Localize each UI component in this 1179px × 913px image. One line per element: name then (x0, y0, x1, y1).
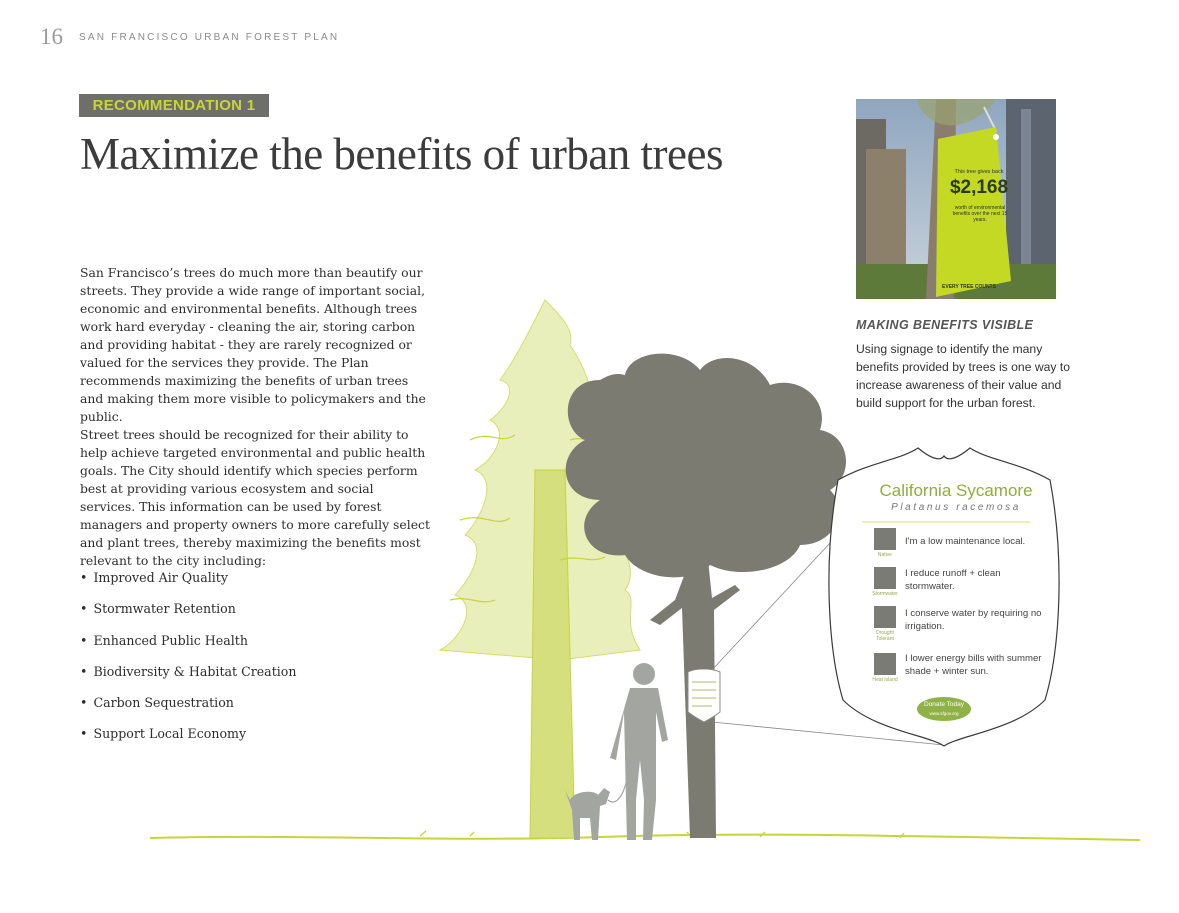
sign-item-text: I conserve water by requiring no irrigation. (905, 608, 1042, 632)
tag-line-1: This tree gives back (954, 169, 1004, 175)
running-title: SAN FRANCISCO URBAN FOREST PLAN (79, 32, 340, 43)
tag-line-2: worth of environmental benefits over the next 15 years. (952, 205, 1008, 223)
caption-title: MAKING BENEFITS VISIBLE (856, 318, 1034, 332)
list-item: • Stormwater Retention (80, 599, 296, 630)
donate-badge (917, 697, 971, 721)
sign-item-text: I lower energy bills with summer shade + winter sun. (905, 653, 1042, 677)
donate-url: www.sfgov.org (929, 711, 959, 716)
sign-icon-label: Stormwater (872, 591, 898, 597)
sign-title: California Sycamore (879, 481, 1033, 500)
person-silhouette (610, 663, 668, 840)
sign-icon-label: Native (877, 552, 893, 558)
tree-icon (874, 567, 896, 589)
page-number: 16 (40, 24, 63, 49)
california-icon (874, 528, 896, 550)
list-item: • Carbon Sequestration (80, 693, 296, 724)
sign-icon-label: Heat Island (872, 677, 898, 683)
list-item: • Support Local Economy (80, 724, 296, 755)
list-item: • Improved Air Quality (80, 568, 296, 599)
sign-icon-label: Drought Tolerant (876, 630, 894, 642)
photo-image (856, 99, 1056, 299)
donate-label: Donate Today (924, 701, 964, 708)
list-item: • Biodiversity & Habitat Creation (80, 662, 296, 693)
sign-item-text: I'm a low maintenance local. (905, 536, 1026, 547)
sign-item-text: I reduce runoff + clean stormwater. (905, 568, 1001, 592)
small-tree-sign (688, 669, 720, 722)
sign-subtitle: Platanus racemosa (891, 502, 1021, 513)
tag-amount: $2,168 (949, 177, 1009, 198)
body-paragraph-2: Street trees should be recognized for their ability to help achieve targeted environmental and public health goals. The City should identify which species perform best at providing various ecosystem and social services. This information can be used by forest managers and property owners to more carefully select and plant trees, thereby maximizing the benefits most relevant to the city including: (80, 427, 430, 568)
sun-icon (874, 653, 896, 675)
water-drop-icon (874, 606, 896, 628)
page-title: Maximize the benefits of urban trees (80, 129, 724, 179)
caption-text: Using signage to identify the many benefits provided by trees is one way to increase awareness of their value and build support for the urban forest. (856, 342, 1071, 410)
benefits-list (80, 568, 296, 756)
recommendation-label: RECOMMENDATION 1 (79, 94, 269, 117)
list-item: • Enhanced Public Health (80, 631, 296, 662)
body-paragraph-1: San Francisco’s trees do much more than beautify our streets. They provide a wide range of important social, economic and environmental benefits. Although trees work hard everyday - cleaning the air, storing carbon and providing habitat - they are rarely recognized or valued for the services they provide. The Plan recommends maximizing the benefits of urban trees and making them more visible to policymakers and the public. (80, 265, 426, 424)
tree-tag-photo (856, 99, 1056, 299)
tag-footer: EVERY TREE COUNTS (942, 284, 996, 290)
